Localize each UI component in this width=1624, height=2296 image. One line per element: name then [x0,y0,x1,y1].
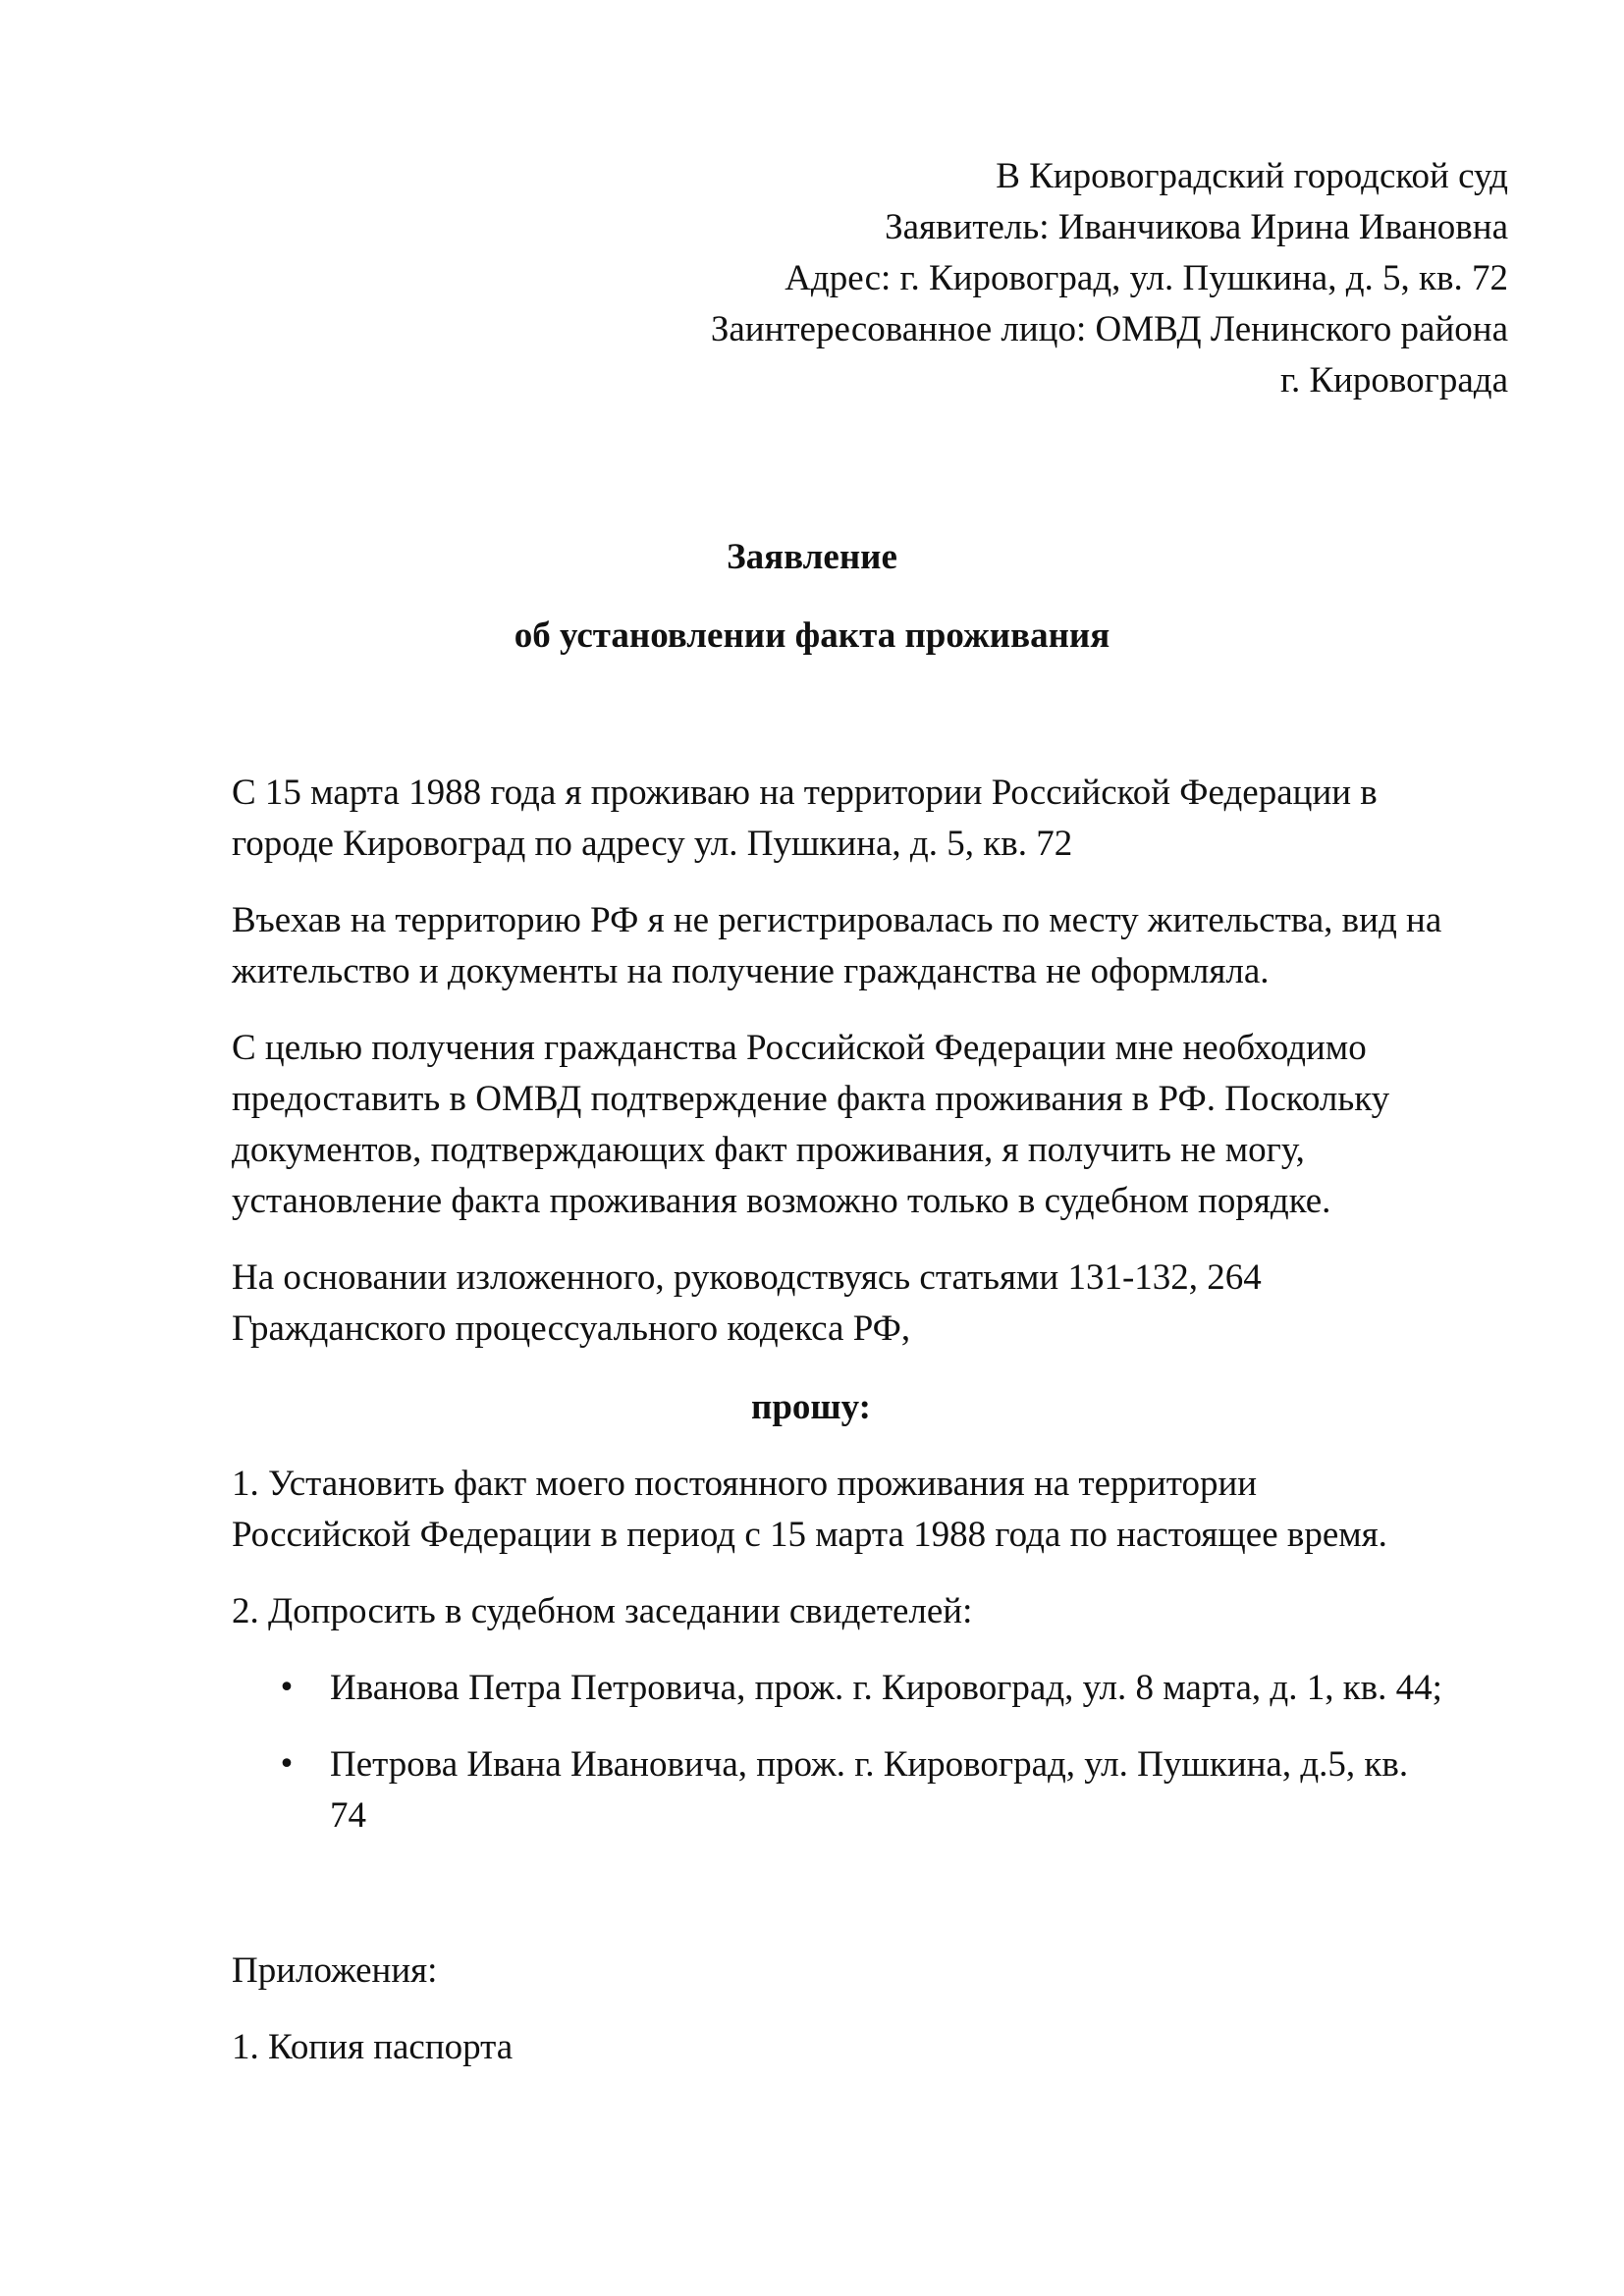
witness-2 [330,1739,1489,1842]
paragraph-line: документов, подтверждающих факт проживания, я получить не могу, [232,1130,1305,1170]
paragraph-purpose [232,1023,1508,1227]
paragraph-line: Въехав на территорию РФ я не регистрировалась по месту жительства, вид на [232,900,1442,940]
paragraph-line: На основании изложенного, руководствуясь статьями 131-132, 264 [232,1257,1262,1298]
bullet-icon: • [278,1747,296,1782]
bullet-icon: • [278,1671,296,1705]
interested-party: Заинтересованное лицо: ОМВД Ленинского района [710,309,1508,349]
title-line-2: об установлении факта проживания [514,615,1110,656]
court-name: В Кировоградский городской суд [996,156,1508,196]
document-title [0,532,1624,662]
paragraph-line: С целью получения гражданства Российской Федерации мне необходимо [232,1028,1367,1068]
attachment-item-1: 1. Копия паспорта [232,2027,514,2067]
witness-line: 74 [330,1795,366,1836]
paragraph-line: городе Кировоград по адресу ул. Пушкина, д. 5, кв. 72 [232,824,1073,864]
paragraph-line: предоставить в ОМВД подтверждение факта проживания в РФ. Поскольку [232,1079,1390,1119]
paragraph-line: установление факта проживания возможно только в судебном порядке. [232,1181,1331,1221]
paragraph-line: С 15 марта 1988 года я проживаю на территории Российской Федерации в [232,773,1378,813]
request-item-1 [232,1459,1508,1561]
title-line-1: Заявление [727,537,897,577]
paragraph-line: Гражданского процессуального кодекса РФ, [232,1308,911,1349]
request-item-2: 2. Допросить в судебном заседании свидетелей: [232,1591,973,1631]
paragraph-residence [232,768,1508,870]
witness-1: Иванова Петра Петровича, прож. г. Кировоград, ул. 8 марта, д. 1, кв. 44; [330,1668,1442,1708]
attachments-heading: Приложения: [232,1950,438,1991]
paragraph-legal-basis [232,1253,1508,1355]
request-line: 1. Установить факт моего постоянного проживания на территории [232,1464,1258,1504]
request-line: Российской Федерации в период с 15 марта 1988 года по настоящее время. [232,1515,1387,1555]
request-heading: прошу: [751,1387,871,1427]
paragraph-line: жительство и документы на получение гражданства не оформляла. [232,951,1270,991]
interested-party-city: г. Кировограда [1279,360,1508,400]
applicant-address: Адрес: г. Кировоград, ул. Пушкина, д. 5, кв. 72 [785,258,1508,298]
document-header [526,151,1508,406]
paragraph-registration [232,895,1508,997]
witness-line: Петрова Ивана Ивановича, прож. г. Кировоград, ул. Пушкина, д.5, кв. [330,1744,1409,1785]
applicant-name: Заявитель: Иванчикова Ирина Ивановна [885,207,1508,247]
